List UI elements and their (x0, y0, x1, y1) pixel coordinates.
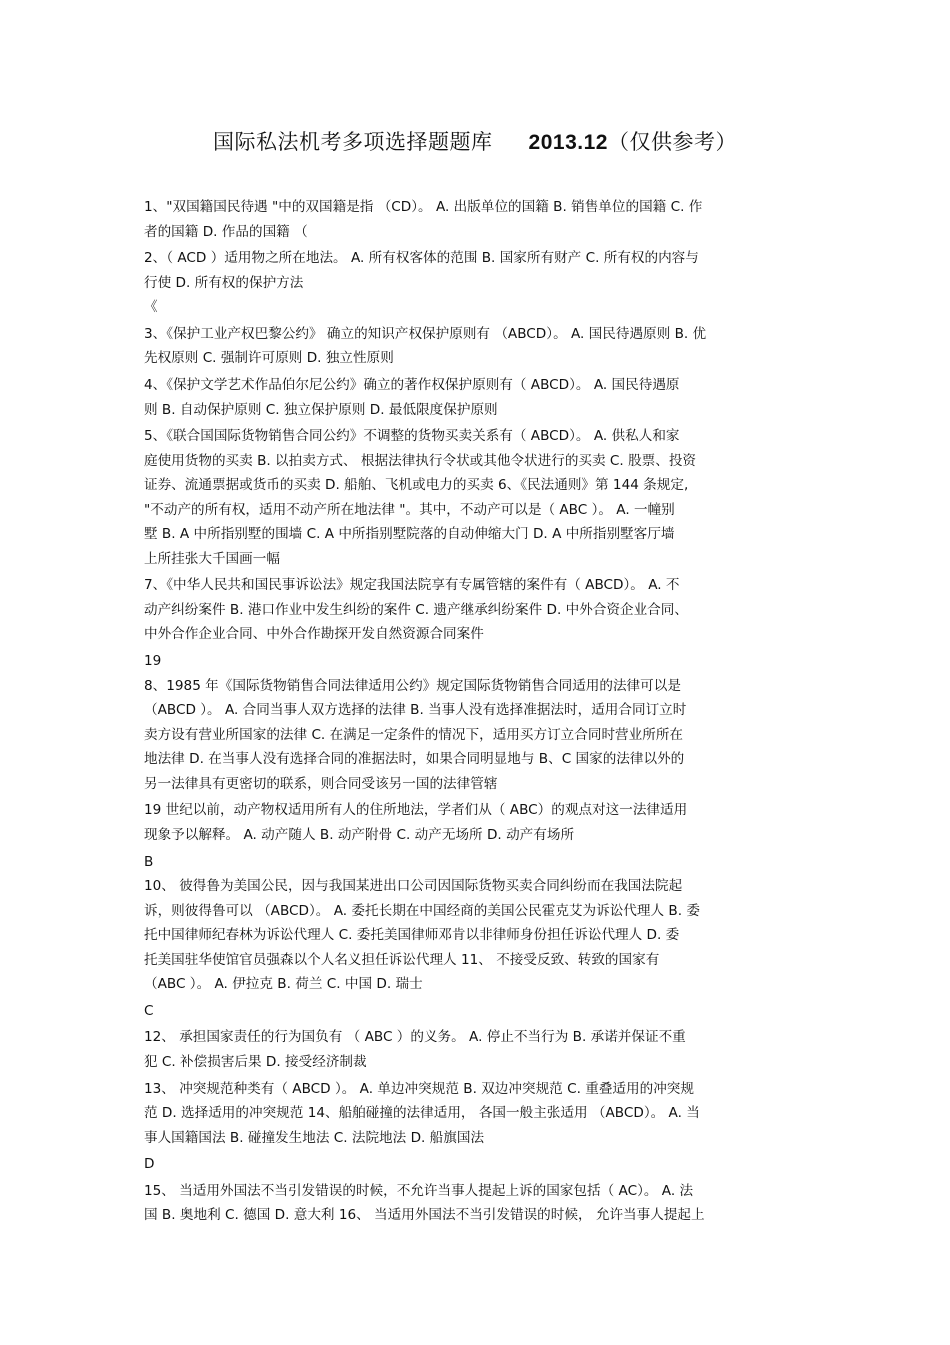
text-line: 10、 彼得鲁为美国公民，因与我国某进出口公司因国际货物买卖合同纠纷而在我国法院起 (144, 878, 683, 894)
text-line: 15、 当适用外国法不当引发错误的时候，不允许当事人提起上诉的国家包括（ AC）。 A. 法 (144, 1182, 694, 1199)
text-line: 另一法律具有更密切的联系，则合同受该另一国的法律管辖 (144, 775, 498, 792)
text-line: 上所挂张大千国画一幅 (144, 550, 280, 567)
text-line: 地法律 D. 在当事人没有选择合同的准据法时，如果合同明显地与 B、C 国家的法律以外的 (144, 751, 685, 768)
text-line: 庭使用货物的买卖 B. 以拍卖方式、 根据法律执行令状或其他令状进行的买卖 C. 股票、投资 (144, 452, 697, 469)
text-line: 现象予以解释。 A. 动产随人 B. 动产附骨 C. 动产无场所 D. 动产有场所 (144, 826, 575, 843)
text-line: （ABC ）。 A. 伊拉克 B. 荷兰 C. 中国 D. 瑞士 (144, 976, 423, 992)
text-line: 则 B. 自动保护原则 C. 独立保护原则 D. 最低限度保护原则 (144, 401, 498, 418)
text-line: 动产纠纷案件 B. 港口作业中发生纠纷的案件 C. 遗产继承纠纷案件 D. 中外合资企业合同、 (144, 601, 688, 618)
text-line: D (144, 1156, 155, 1173)
text-line: 卖方设有营业所国家的法律 C. 在满足一定条件的情况下，适用买方订立合同时营业所所在 (144, 726, 684, 743)
document-title (0, 126, 950, 156)
text-line: 4、《保护文学艺术作品伯尔尼公约》确立的著作权保护原则有（ ABCD）。 A. 国民待遇原 (144, 377, 680, 394)
text-line: 犯 C. 补偿损害后果 D. 接受经济制裁 (144, 1053, 367, 1070)
text-line: 国 B. 奥地利 C. 德国 D. 意大利 16、 当适用外国法不当引发错误的时候， 允许当事人提起上 (144, 1207, 705, 1224)
text-line: 8、1985 年《国际货物销售合同法律适用公约》规定国际货物销售合同适用的法律可以是 (144, 677, 681, 694)
text-line: 证券、流通票据或货币的买卖 D. 船舶、飞机或电力的买卖 6、《民法通则》第 144 条规定, (144, 477, 689, 494)
text-line: 墅 B. A 中所指别墅的围墙 C. A 中所指别墅院落的自动伸缩大门 D. A 中所指别墅客厅墙 (144, 526, 675, 543)
text-line: C (144, 1002, 154, 1019)
title-note: （仅供参考） (607, 130, 737, 154)
text-line: "不动产的所有权，适用不动产所在地法律 "。其中，不动产可以是（ ABC ）。 A. 一幢别 (144, 501, 675, 518)
title-year: 2013.12 (528, 131, 608, 154)
text-line: 托中国律师纪春林为诉讼代理人 C. 委托美国律师邓肯以非律师身份担任诉讼代理人 D. 委 (144, 927, 680, 943)
question-list (144, 195, 810, 1228)
text-line: 范 D. 选择适用的冲突规范 14、船舶碰撞的法律适用， 各国一般主张适用 （ABCD）。 A. 当 (144, 1105, 700, 1122)
text-line: 事人国籍国法 B. 碰撞发生地法 C. 法院地法 D. 船旗国法 (144, 1129, 485, 1146)
text-line: 先权原则 C. 强制许可原则 D. 独立性原则 (144, 350, 394, 367)
text-line: 19 (144, 653, 162, 670)
text-line: 12、 承担国家责任的行为国负有 （ ABC ）的义务。 A. 停止不当行为 B. 承诺并保证不重 (144, 1029, 686, 1046)
text-line: 行使 D. 所有权的保护方法 (144, 274, 304, 291)
text-line: 托美国驻华使馆官员强森以个人名义担任诉讼代理人 11、 不接受反致、转致的国家有 (144, 951, 660, 968)
text-line: 7、《中华人民共和国民事诉讼法》规定我国法院享有专属管辖的案件有（ ABCD）。 A. 不 (144, 577, 680, 594)
text-line: 13、 冲突规范种类有（ ABCD ）。 A. 单边冲突规范 B. 双边冲突规范 C. 重叠适用的冲突规 (144, 1080, 694, 1097)
text-line: 《 (144, 299, 158, 316)
text-line: 诉，则彼得鲁可以 （ABCD）。 A. 委托长期在中国经商的美国公民霍克艾为诉讼代理人 B. 委 (144, 902, 700, 919)
text-line: 中外合作企业合同、中外合作勘探开发自然资源合同案件 (144, 626, 484, 643)
text-line: 5、《联合国国际货物销售合同公约》不调整的货物买卖关系有（ ABCD）。 A. 供私人和家 (144, 428, 680, 445)
text-line: B (144, 853, 154, 870)
title-main: 国际私法机考多项选择题题库 (213, 130, 493, 154)
text-line: 19 世纪以前，动产物权适用所有人的住所地法，学者们从（ ABC）的观点对这一法律适用 (144, 802, 688, 819)
text-line: （ABCD ）。 A. 合同当事人双方选择的法律 B. 当事人没有选择准据法时，适用合同订立时 (144, 702, 687, 719)
text-line: 1、"双国籍国民待遇 "中的双国籍是指 （CD）。 A. 出版单位的国籍 B. 销售单位的国籍 C. 作 (144, 199, 703, 215)
text-line: 2、（ ACD ）适用物之所在地法。 A. 所有权客体的范围 B. 国家所有财产 C. 所有权的内容与 (144, 250, 699, 267)
text-line: 者的国籍 D. 作品的国籍 （ (144, 223, 308, 240)
text-line: 3、《保护工业产权巴黎公约》 确立的知识产权保护原则有 （ABCD）。 A. 国民待遇原则 B. 优 (144, 325, 707, 342)
